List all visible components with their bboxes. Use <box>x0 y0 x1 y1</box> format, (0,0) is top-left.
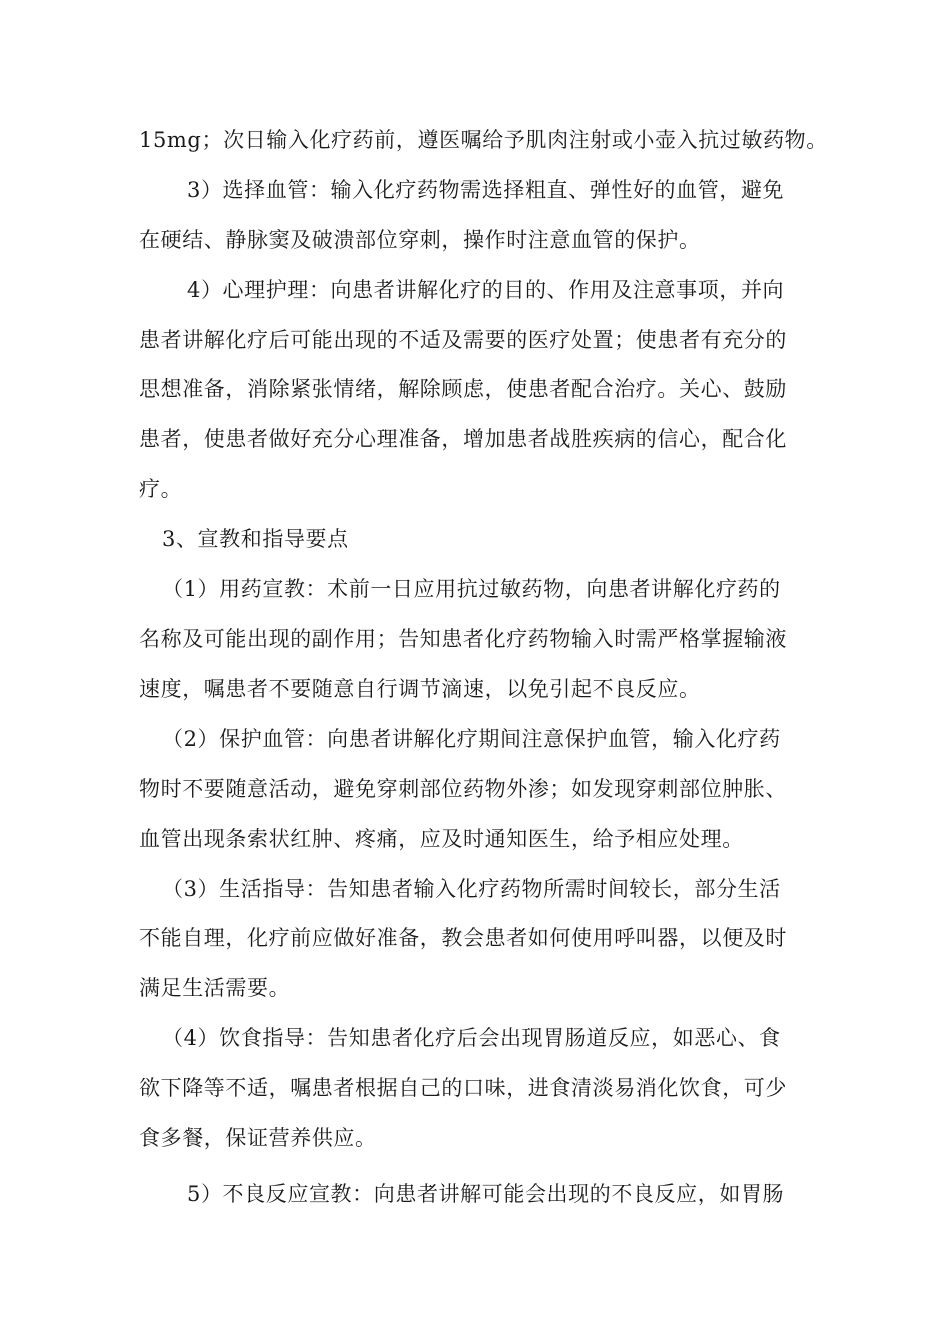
text-line: 名称及可能出现的副作用；告知患者化疗药物输入时需严格掌握输液 <box>139 627 787 651</box>
text-line: 物时不要随意活动，避免穿刺部位药物外渗；如发现穿刺部位肿胀、 <box>139 777 787 801</box>
section-heading: 3、宣教和指导要点 <box>162 527 349 551</box>
text-line: 患者，使患者做好充分心理准备，增加患者战胜疾病的信心，配合化 <box>139 427 787 451</box>
text-line: 4）心理护理：向患者讲解化疗的目的、作用及注意事项，并向 <box>187 278 785 302</box>
text-line: 在硬结、静脉窦及破溃部位穿刺，操作时注意血管的保护。 <box>139 228 701 252</box>
text-line: 疗。 <box>139 477 183 501</box>
text-line: （4）饮食指导：告知患者化疗后会出现胃肠道反应，如恶心、食 <box>162 1026 781 1050</box>
text-line: 3）选择血管：输入化疗药物需选择粗直、弹性好的血管，避免 <box>187 178 785 202</box>
text-line: 欲下降等不适，嘱患者根据自己的口味，进食清淡易消化饮食，可少 <box>139 1076 787 1100</box>
text-line: 速度，嘱患者不要随意自行调节滴速，以免引起不良反应。 <box>139 677 701 701</box>
text-line: 食多餐，保证营养供应。 <box>139 1126 377 1150</box>
text-line: 患者讲解化疗后可能出现的不适及需要的医疗处置；使患者有充分的 <box>139 328 787 352</box>
text-line: （3）生活指导：告知患者输入化疗药物所需时间较长，部分生活 <box>162 877 781 901</box>
text-line: 不能自理，化疗前应做好准备，教会患者如何使用呼叫器，以便及时 <box>139 926 787 950</box>
text-line: 血管出现条索状红肿、疼痛，应及时通知医生，给予相应处理。 <box>139 827 744 851</box>
text-line: （2）保护血管：向患者讲解化疗期间注意保护血管，输入化疗药 <box>162 727 781 751</box>
text-line: 5）不良反应宣教：向患者讲解可能会出现的不良反应，如胃肠 <box>187 1182 785 1206</box>
text-line: 满足生活需要。 <box>139 976 291 1000</box>
text-line: （1）用药宣教：术前一日应用抗过敏药物，向患者讲解化疗药的 <box>162 577 781 601</box>
text-line: 思想准备，消除紧张情绪，解除顾虑，使患者配合治疗。关心、鼓励 <box>139 377 787 401</box>
text-line: 15mg；次日输入化疗药前，遵医嘱给予肌肉注射或小壶入抗过敏药物。 <box>139 128 828 152</box>
